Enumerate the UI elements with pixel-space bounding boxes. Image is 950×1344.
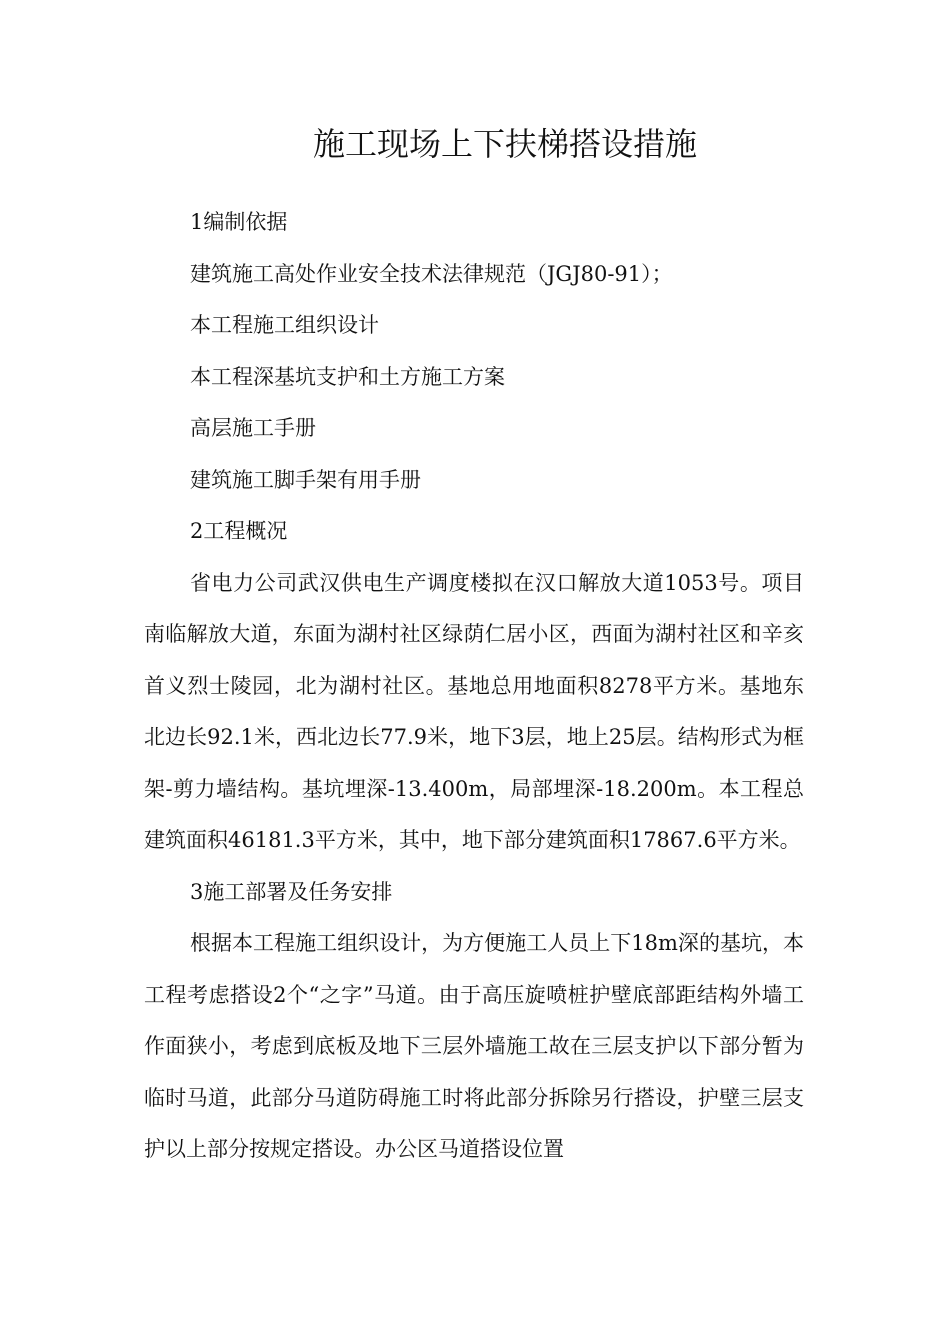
section-heading-basis: 1编制依据: [190, 210, 288, 234]
section-heading-deployment: 3施工部署及任务安排: [190, 879, 393, 904]
overview-paragraph: 省电力公司武汉供电生产调度楼拟在汉口解放大道1053号。项目南临解放大道，东面为湖村社区绿荫仁居小区，西面为湖村社区和辛亥首义烈士陵园，北为湖村社区。基地总用地面积8278平方米。基地东北边长92.1米，西北边长77.9米，地下3层，地上25层。结构形式为框架-剪力墙结构。基坑埋深-13.400m，局部埋深-18.200m。本工程总建筑面积46181.3平方米，其中，地下部分建筑面积17867.6平方米。: [144, 570, 804, 852]
reference-item: 本工程深基坑支护和土方施工方案: [190, 364, 505, 389]
document-title: 施工现场上下扶梯搭设措施: [312, 125, 697, 163]
reference-item: 高层施工手册: [190, 416, 316, 440]
reference-item: 本工程施工组织设计: [190, 313, 379, 337]
reference-item: 建筑施工高处作业安全技术法律规范（JGJ80-91）；: [190, 261, 673, 286]
reference-item: 建筑施工脚手架有用手册: [190, 467, 421, 492]
document-body: [144, 197, 804, 1176]
section-heading-overview: 2工程概况: [190, 519, 288, 543]
deployment-paragraph: 根据本工程施工组织设计，为方便施工人员上下18m深的基坑，本工程考虑搭设2个“之字”马道。由于高压旋喷桩护壁底部距结构外墙工作面狭小，考虑到底板及地下三层外墙施工故在三层支护以下部分暂为临时马道，此部分马道防碍施工时将此部分拆除另行搭设，护壁三层支护以上部分按规定搭设。办公区马道搭设位置: [144, 931, 804, 1161]
